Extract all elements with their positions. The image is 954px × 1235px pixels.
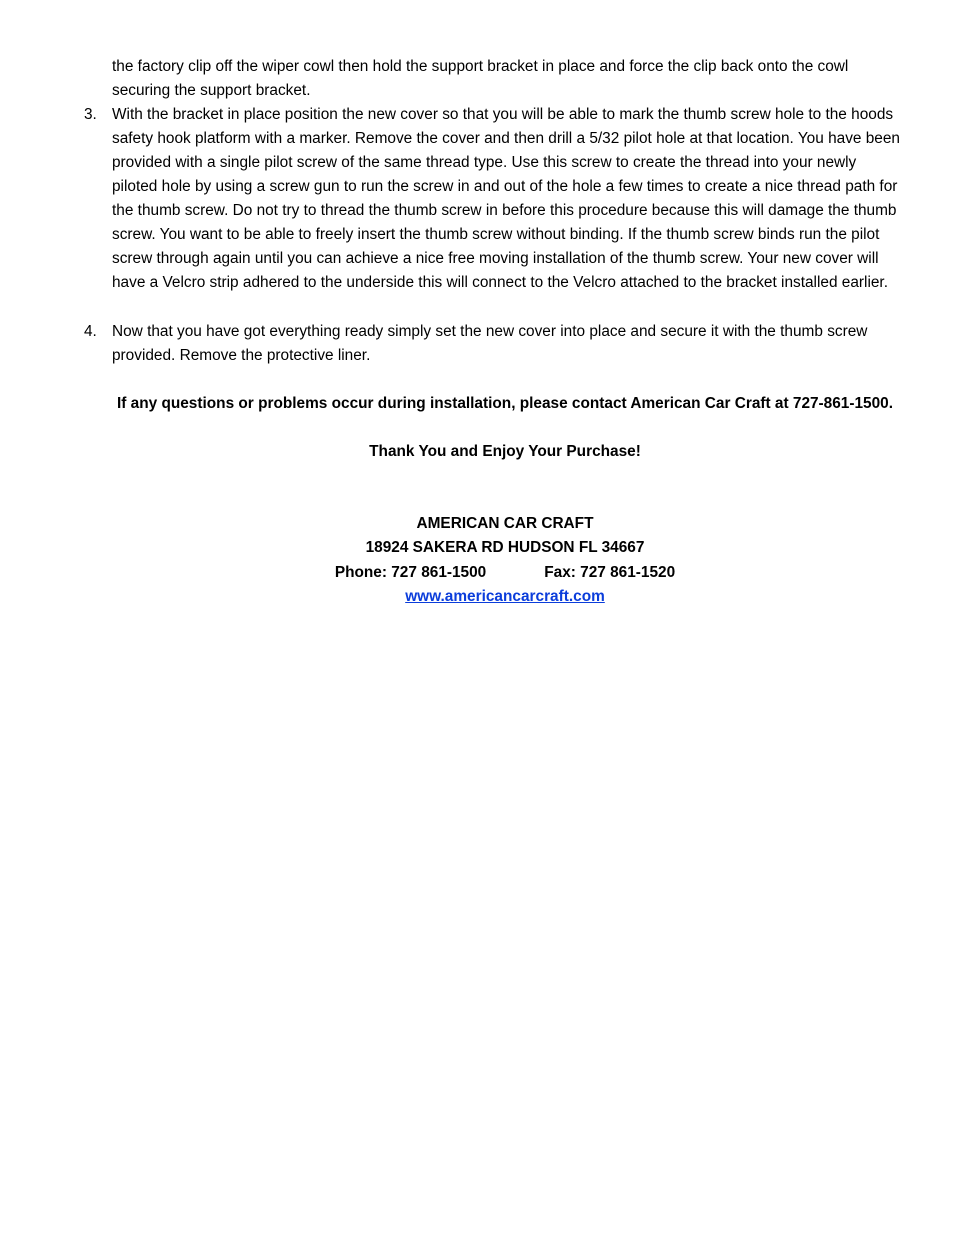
continued-step-text: the factory clip off the wiper cowl then hold the support bracket in place and force the clip back onto the cowl securing the support bracket.	[112, 58, 849, 99]
fax-number: Fax: 727 861-1520	[544, 564, 676, 581]
contact-notice: If any questions or problems occur during installation, please contact American Car Craft at 727-861-1500.	[116, 395, 894, 412]
website-link[interactable]: www.americancarcraft.com	[405, 588, 605, 605]
contact-numbers	[0, 561, 954, 585]
step-number: 4.	[84, 323, 97, 340]
step-number: 3.	[84, 106, 97, 123]
phone-number: Phone: 727 861-1500	[334, 564, 487, 581]
company-address: 18924 SAKERA RD HUDSON FL 34667	[365, 539, 645, 556]
step-text: With the bracket in place position the new cover so that you will be able to mark the thumb screw hole to the hoods safety hook platform with a marker. Remove the cover and then drill a 5/32 pilot hole at that location. You have been provided with a single pilot screw of the same thread type. Use this screw to create the thread into your newly piloted hole by using a screw gun to run the screw in and out of the hole a few times to create a nice thread path for the thumb screw. Do not try to thread the thumb screw in before this procedure because this will damage the thumb screw. You want to be able to freely insert the thumb screw without binding. If the thumb screw binds run the pilot screw through again until you can achieve a nice free moving installation of the thumb screw. Your new cover will have a Velcro strip adhered to the underside this will connect to the Velcro attached to the bracket installed earlier.	[112, 106, 900, 291]
step-text: Now that you have got everything ready simply set the new cover into place and secure it with the thumb screw provided. Remove the protective liner.	[112, 323, 868, 364]
website-row	[0, 585, 954, 609]
thank-you-message: Thank You and Enjoy Your Purchase!	[369, 443, 641, 460]
company-name: AMERICAN CAR CRAFT	[416, 515, 594, 532]
